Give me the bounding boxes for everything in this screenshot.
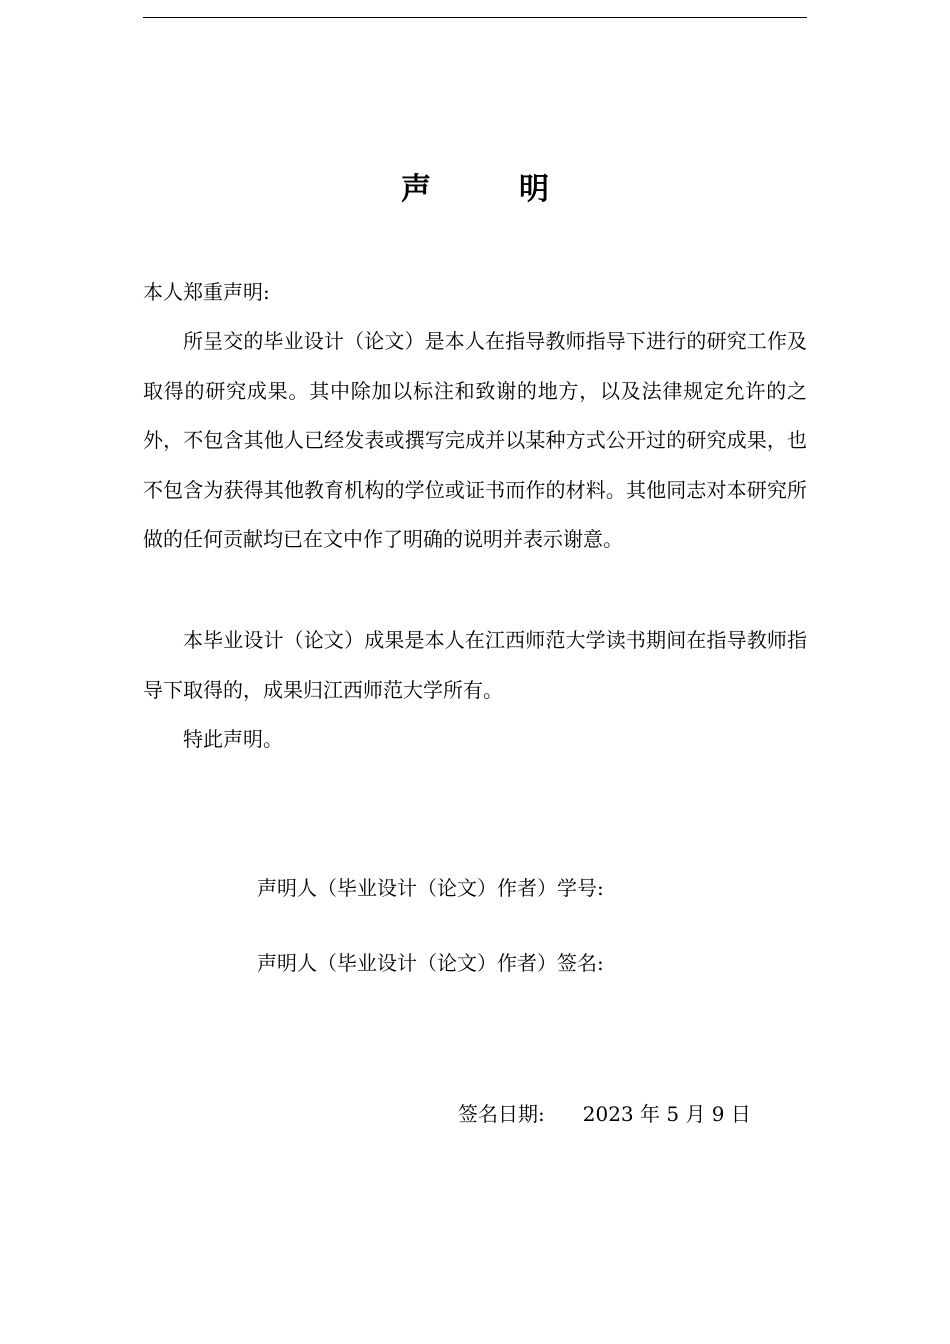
paragraph-ownership: 本毕业设计（论文）成果是本人在江西师范大学读书期间在指导教师指导下取得的，成果归江西师范大学所有。	[143, 628, 807, 702]
title-char-2: 明	[519, 172, 549, 207]
page-title	[0, 166, 950, 214]
sign-date	[458, 1094, 751, 1134]
title-char-1: 声	[401, 172, 431, 207]
signature-label: 声明人（毕业设计（论文）作者）签名:	[257, 951, 604, 975]
paragraph-originality: 所呈交的毕业设计（论文）是本人在指导教师指导下进行的研究工作及取得的研究成果。其中除加以标注和致谢的地方，以及法律规定允许的之外，不包含其他人已经发表或撰写完成并以某种方式公开过的研究成果，也不包含为获得其他教育机构的学位或证书而作的材料。其他同志对本研究所做的任何贡献均已在文中作了明确的说明并表示谢意。	[143, 329, 807, 551]
date-label: 签名日期:	[458, 1102, 545, 1126]
date-value: 2023 年 5 月 9 日	[582, 1102, 751, 1126]
paragraph-closing: 特此声明。	[183, 727, 283, 751]
header-rule	[143, 17, 807, 18]
opening-line: 本人郑重声明:	[143, 280, 270, 304]
student-id-label: 声明人（毕业设计（论文）作者）学号:	[257, 876, 604, 900]
